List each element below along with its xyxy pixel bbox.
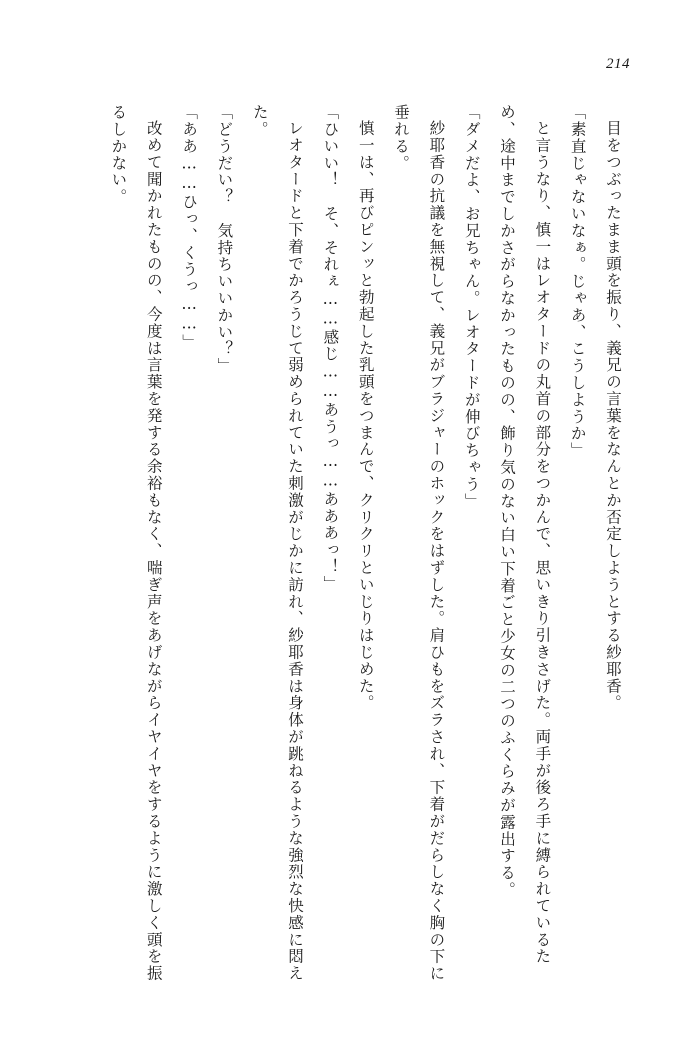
paragraph: 「ひいい！ そ、それぇ……感じ……あうっ……あああっ！」 xyxy=(321,104,340,593)
paragraph: 慎一は、再びピンッと勃起した乳頭をつまんで、クリクリといじりはじめた。 xyxy=(356,119,375,711)
paragraph: 目をつぶったまま頭を振り、義兄の言葉をなんとか否定しようとする紗耶香。 xyxy=(604,119,622,711)
page-number: 214 xyxy=(606,56,630,72)
page-body-text xyxy=(64,104,630,984)
paragraph: 「ああ……ひっ、くうっ……」 xyxy=(180,104,199,351)
paragraph: 「どうだい？ 気持ちいいかい？」 xyxy=(215,104,234,375)
paragraph: 改めて聞かれたものの、今度は言葉を発する余裕もなく、喘ぎ声をあげながらイヤイヤをするように激しく頭を振るしかない。 xyxy=(109,104,163,982)
paragraph: レオタードと下着でかろうじて弱められていた刺激がじかに訪れ、紗耶香は身体が跳ねるような強烈な快感に悶えた。 xyxy=(250,104,305,982)
paragraph: 「ダメだよ、お兄ちゃん。レオタードが伸びちゃう」 xyxy=(462,104,481,510)
paragraph: 「素直じゃないなぁ。じゃあ、こうしようか」 xyxy=(568,104,587,459)
paragraph: と言うなり、慎一はレオタードの丸首の部分をつかんで、思いきり引きさげた。両手が後ろ手に縛られているため、途中までしかさがらなかったものの、飾り気のない白い下着ごと少女の二つのふくらみが露出する。 xyxy=(498,104,552,965)
paragraph: 紗耶香の抗議を無視して、義兄がブラジャーのホックをはずした。肩ひもをズラされ、下着がだらしなく胸の下に垂れる。 xyxy=(392,104,446,982)
